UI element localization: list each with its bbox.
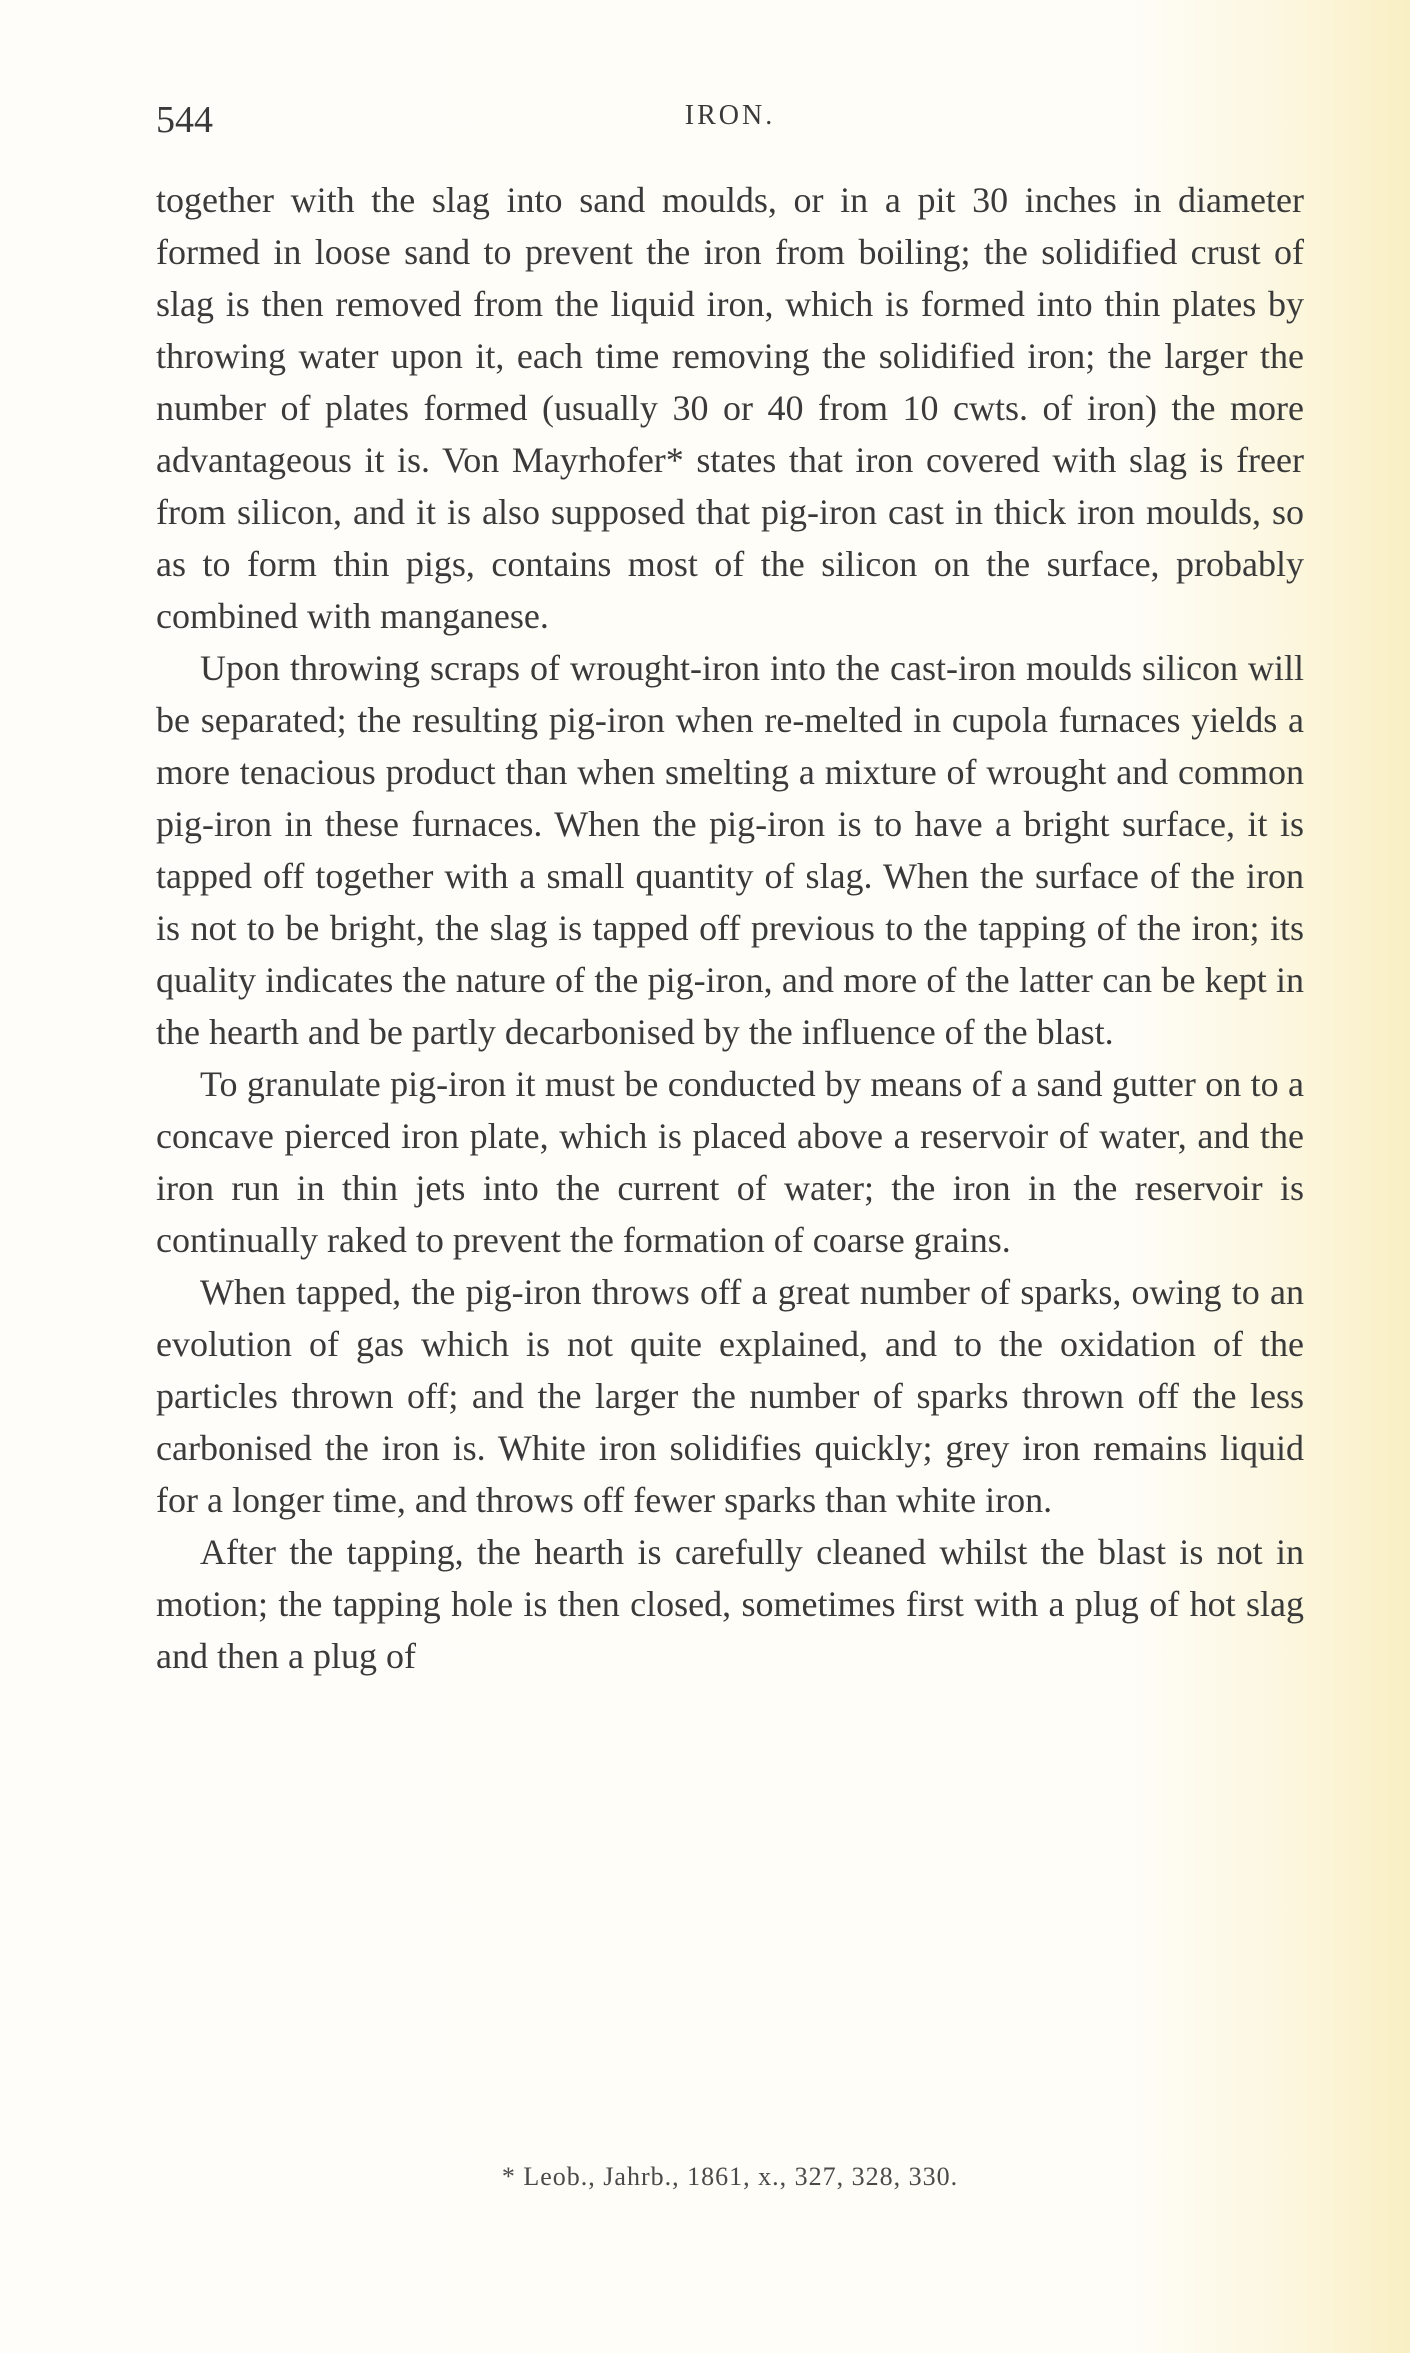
paragraph: To granulate pig-iron it must be conducted by means of a sand gutter on to a concave pierced iron plate, which is placed above a reservoir of water, and the iron run in thin jets into the current of water; the iron in the reservoir is continually raked to prevent the formation of coarse grains. xyxy=(156,1064,1304,1260)
paragraph: After the tapping, the hearth is carefully cleaned whilst the blast is not in motion; the tapping hole is then closed, sometimes first with a plug of hot slag and then a plug of xyxy=(156,1532,1304,1676)
paragraph: together with the slag into sand moulds, or in a pit 30 inches in diameter formed in loose sand to prevent the iron from boiling; the solidified crust of slag is then removed from the liquid iron, which is formed into thin plates by throwing water upon it, each time removing the solidified iron; the larger the number of plates formed (usually 30 or 40 from 10 cwts. of iron) the more advantageous it is. Von Mayrhofer* states that iron covered with slag is freer from silicon, and it is also supposed that pig-iron cast in thick iron moulds, so as to form thin pigs, contains most of the silicon on the surface, probably combined with manganese. xyxy=(156,180,1304,636)
running-title: IRON. xyxy=(684,100,776,131)
page-number: 544 xyxy=(156,99,213,141)
body-text xyxy=(156,174,1304,1682)
paragraph: Upon throwing scraps of wrought-iron into the cast-iron moulds silicon will be separated; the resulting pig-iron when re-melted in cupola furnaces yields a more tenacious product than when smelting a mixture of wrought and common pig-iron in these furnaces. When the pig-iron is to have a bright surface, it is tapped off together with a small quantity of slag. When the surface of the iron is not to be bright, the slag is tapped off previous to the tapping of the iron; its quality indicates the nature of the pig-iron, and more of the latter can be kept in the hearth and be partly decarbonised by the influence of the blast. xyxy=(156,648,1304,1052)
footnote: * Leob., Jahrb., 1861, x., 327, 328, 330. xyxy=(501,2162,959,2191)
paragraph: When tapped, the pig-iron throws off a great number of sparks, owing to an evolution of gas which is not quite explained, and to the oxidation of the particles thrown off; and the larger the number of sparks thrown off the less carbonised the iron is. White iron solidifies quickly; grey iron remains liquid for a longer time, and throws off fewer sparks than white iron. xyxy=(156,1272,1304,1520)
page-header xyxy=(156,98,1304,148)
